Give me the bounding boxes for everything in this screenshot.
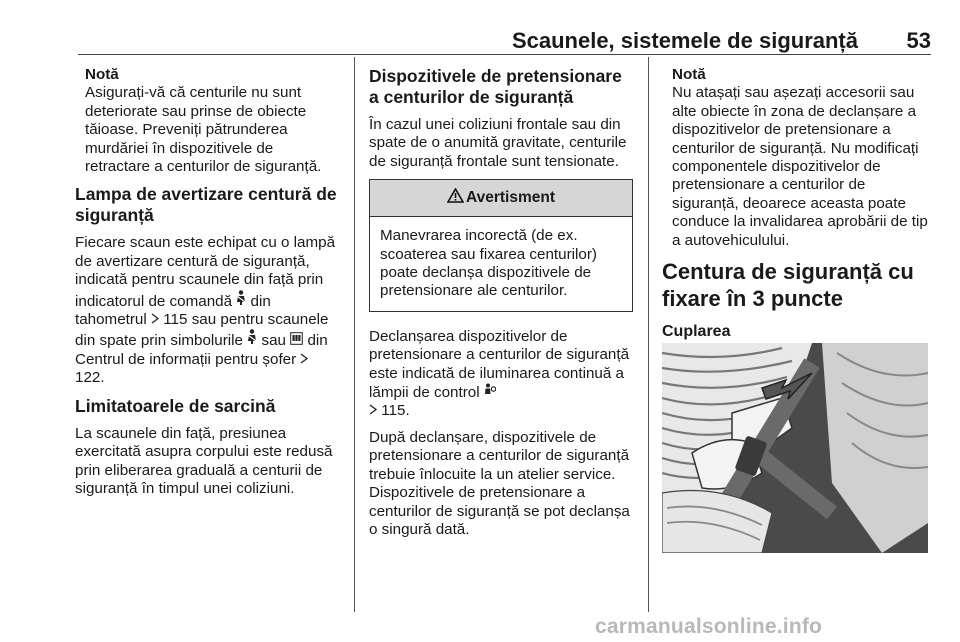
pretensioner-paragraph-1: În cazul unei coliziuni frontale sau din spate de o anumită gravitate, centurile de siguranță frontale sunt tensionate. (369, 116, 627, 170)
note-body: Asigurați-vă că centurile nu sunt deteriorate sau prinse de obiecte tăioase. Preveniți pătrunderea murdăriei în dispozitivele de retractare a centurilor de siguranță. (85, 84, 322, 176)
seatbelt-warning-icon (247, 329, 257, 350)
page-reference-link[interactable]: 115 (163, 311, 188, 329)
warning-title: Avertisment (465, 189, 555, 207)
page-reference-link[interactable]: 115. (381, 402, 410, 420)
section-heading-3-point-belt: Centura de siguranță cu fixare în 3 puncte (662, 259, 914, 312)
note-body: Nu atașați sau așezați accesorii sau alte obiecte în zona de declanșare a dispozitivelor de pretensionare a centurilor de siguranță. Nu modificați componentele dispozitivelor de pretensionare a centurilor de siguranță, deoarece aceasta poate conduce la invalidarea aprobării de tip a autovehiculului. (672, 84, 928, 249)
note-box (672, 66, 930, 250)
page-reference-link[interactable]: 122. (75, 369, 105, 387)
page-reference-icon[interactable] (369, 402, 377, 420)
section-heading-load-limiters: Limitatoarele de sarcină (75, 395, 276, 416)
pretensioner-airbag-icon (484, 383, 496, 402)
column-2 (369, 66, 633, 547)
header-rule (78, 54, 931, 55)
pretensioner-paragraph-3: După declanșare, dispozitivele de pretensionare a centurilor de siguranță trebuie înlocuite la un atelier service. Dispozitivele de pretensionare a centurilor de siguranță se pot declanșa o singură dată. (369, 428, 630, 538)
column-1 (75, 66, 338, 506)
page-number: 53 (906, 28, 931, 53)
section-heading-pretensioners: Dispozitivele de pretensionare a centurilor de siguranță (369, 66, 622, 107)
seatbelt-warning-icon (236, 290, 246, 311)
warning-box (369, 179, 633, 312)
rear-seats-icon (290, 332, 303, 350)
column-3 (662, 66, 930, 350)
seatbelt-fastening-illustration (662, 343, 928, 553)
column-divider-1 (354, 57, 355, 612)
load-limiters-paragraph: La scaunele din față, presiunea exercitată asupra corpului este redusă prin eliberarea graduală a centurii de siguranță în timpul unei coliziuni. (75, 424, 333, 497)
watermark-text: carmanualsonline.info (595, 615, 823, 638)
column-divider-2 (648, 57, 649, 612)
section-heading-seatbelt-lamp: Lampa de avertizare centură de siguranță (75, 184, 337, 226)
warning-header (370, 180, 632, 217)
page-title: Scaunele, sistemele de siguranță (511, 28, 858, 53)
note-title: Notă (85, 66, 119, 83)
warning-body: Manevrarea incorectă (de ex. scoaterea sau fixarea centurilor) poate declanșa dispozitivele de pretensionare ale centurilor. (380, 227, 597, 300)
page-header (78, 28, 931, 54)
seatbelt-lamp-paragraph: Fiecare scaun este echipat cu o lampă de avertizare centură de siguranță, indicată pentru scaunele din față prin indicatorul de comandă din tahometrul 115 sau pentru scaunele din spate prin simbolurile sau din Centrul de informații pentru șofer 122. (75, 234, 336, 387)
page-reference-icon[interactable] (151, 311, 159, 329)
subheading-fastening: Cuplarea (662, 323, 731, 341)
pretensioner-paragraph-2: Declanșarea dispozitivelor de pretensionare a centurilor de siguranță este indicată de iluminarea continuă a lămpii de control 115. (369, 327, 630, 420)
note-title: Notă (672, 66, 706, 83)
page-reference-icon[interactable] (300, 351, 308, 369)
note-box (85, 66, 338, 176)
warning-triangle-icon (447, 188, 464, 208)
